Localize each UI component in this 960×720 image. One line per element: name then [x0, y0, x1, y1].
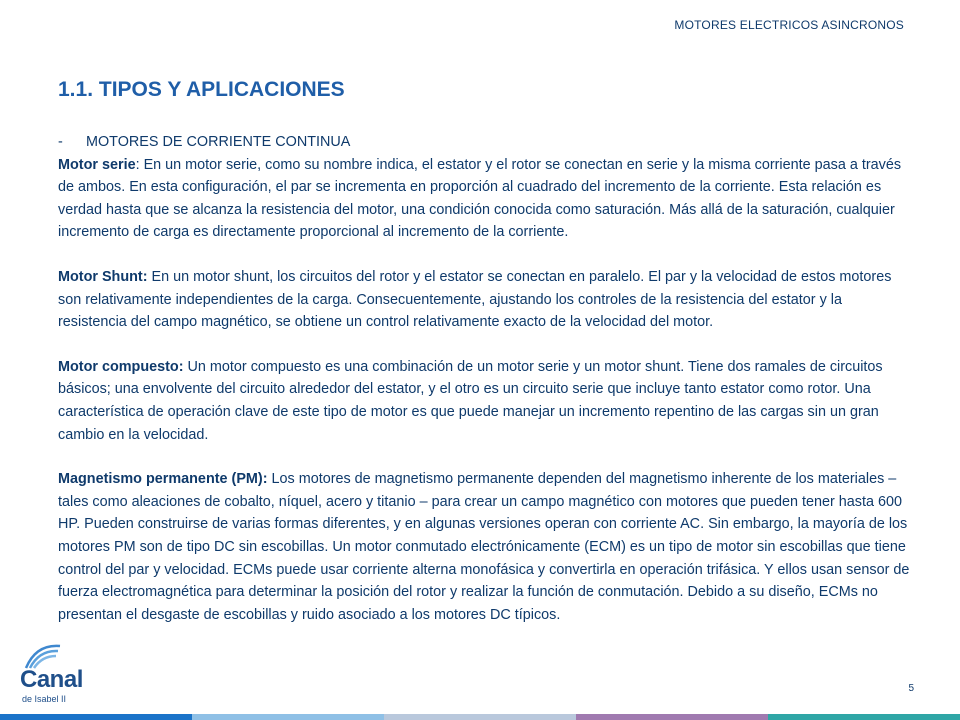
section-body: En un motor shunt, los circuitos del rotor y el estator se conectan en paralelo. El par y la velocidad de estos motores son relativamente independientes de la carga. Consecuentemente, ajustando los controles de la resistencia del estator y la resistencia del campo magnético, se obtiene un control relativamente exacto de la velocidad del motor. [58, 268, 892, 331]
page-title: 1.1. TIPOS Y APLICACIONES [58, 78, 345, 101]
section-body: En un motor serie, como su nombre indica, el estator y el rotor se conectan en serie y la misma corriente pasa a través de ambos. En esta configuración, el par se incrementa en proporción al cuadrado del incremento de la corriente. Esta relación es verdad hasta que se alcanza la resistencia del motor, una condición conocida como saturación. Más allá de la saturación, cualquier incremento de carga es directamente proporcional al incremento de la corriente. [58, 156, 902, 241]
footer-color-bar [0, 714, 960, 720]
page-number: 5 [908, 683, 914, 694]
footer-segment [768, 714, 960, 720]
document-header-label: MOTORES ELECTRICOS ASINCRONOS [674, 18, 904, 32]
section-motor-shunt [58, 266, 910, 334]
canal-logo [20, 640, 110, 710]
section-magnetismo-permanente [58, 468, 910, 626]
footer-segment [576, 714, 768, 720]
section-body: Un motor compuesto es una combinación de un motor serie y un motor shunt. Tiene dos ramales de circuitos básicos; una envolvente del circuito alrededor del estator, y el otro es un circuito serie que incluye tanto estator como rotor. Una característica de operación clave de este tipo de motor es que puede manejar un incremento repentino de las cargas sin un gran cambio en la velocidad. [58, 358, 883, 443]
section-term: Motor Shunt: [58, 268, 148, 285]
section-term: Magnetismo permanente (PM): [58, 471, 268, 488]
footer-segment [0, 714, 192, 720]
subheading-text: MOTORES DE CORRIENTE CONTINUA [86, 134, 351, 150]
section-motor-serie: Motor serie: En un motor serie, como su nombre indica, el estator y el rotor se conectan en serie y la misma corriente pasa a través de ambos. En esta configuración, el par se incrementa en proporción al cuadrado del incremento de la corriente. Esta relación es verdad hasta que se alcanza la resistencia del motor, una condición conocida como saturación. Más allá de la saturación, cualquier incremento de carga es directamente proporcional al incremento de la corriente. [58, 156, 902, 241]
section-motor-compuesto [58, 356, 910, 446]
subheading [58, 131, 910, 154]
section-body: Los motores de magnetismo permanente dependen del magnetismo inherente de los materiales – tales como aleaciones de cobalto, níquel, acero y titanio – para crear un campo magnético con motores que pueden tener hasta 600 HP. Pueden construirse de varias formas diferentes, y en algunas versiones operan con corriente AC. Sin embargo, la mayoría de los motores PM son de tipo DC sin escobillas. Un motor conmutado electrónicamente (ECM) es un tipo de motor sin escobillas que tiene control del par y velocidad. ECMs puede usar corriente alterna monofásica y convertirla en operación trifásica. Y ellos usan sensor de fuerza electromagnética para determinar la posición del rotor y realizar la función de conmutación. Debido a su diseño, ECMs no presentan el desgaste de escobillas y ruido asociado a los motores DC típicos. [58, 471, 910, 623]
logo-subtitle: de Isabel II [22, 694, 67, 704]
footer-segment [192, 714, 384, 720]
bullet-dash: - [58, 134, 63, 150]
section-term: Motor serie [58, 156, 136, 173]
logo-wordmark: Canal [20, 666, 83, 693]
section-term: Motor compuesto: [58, 358, 184, 375]
main-content [58, 131, 910, 626]
footer-segment [384, 714, 576, 720]
